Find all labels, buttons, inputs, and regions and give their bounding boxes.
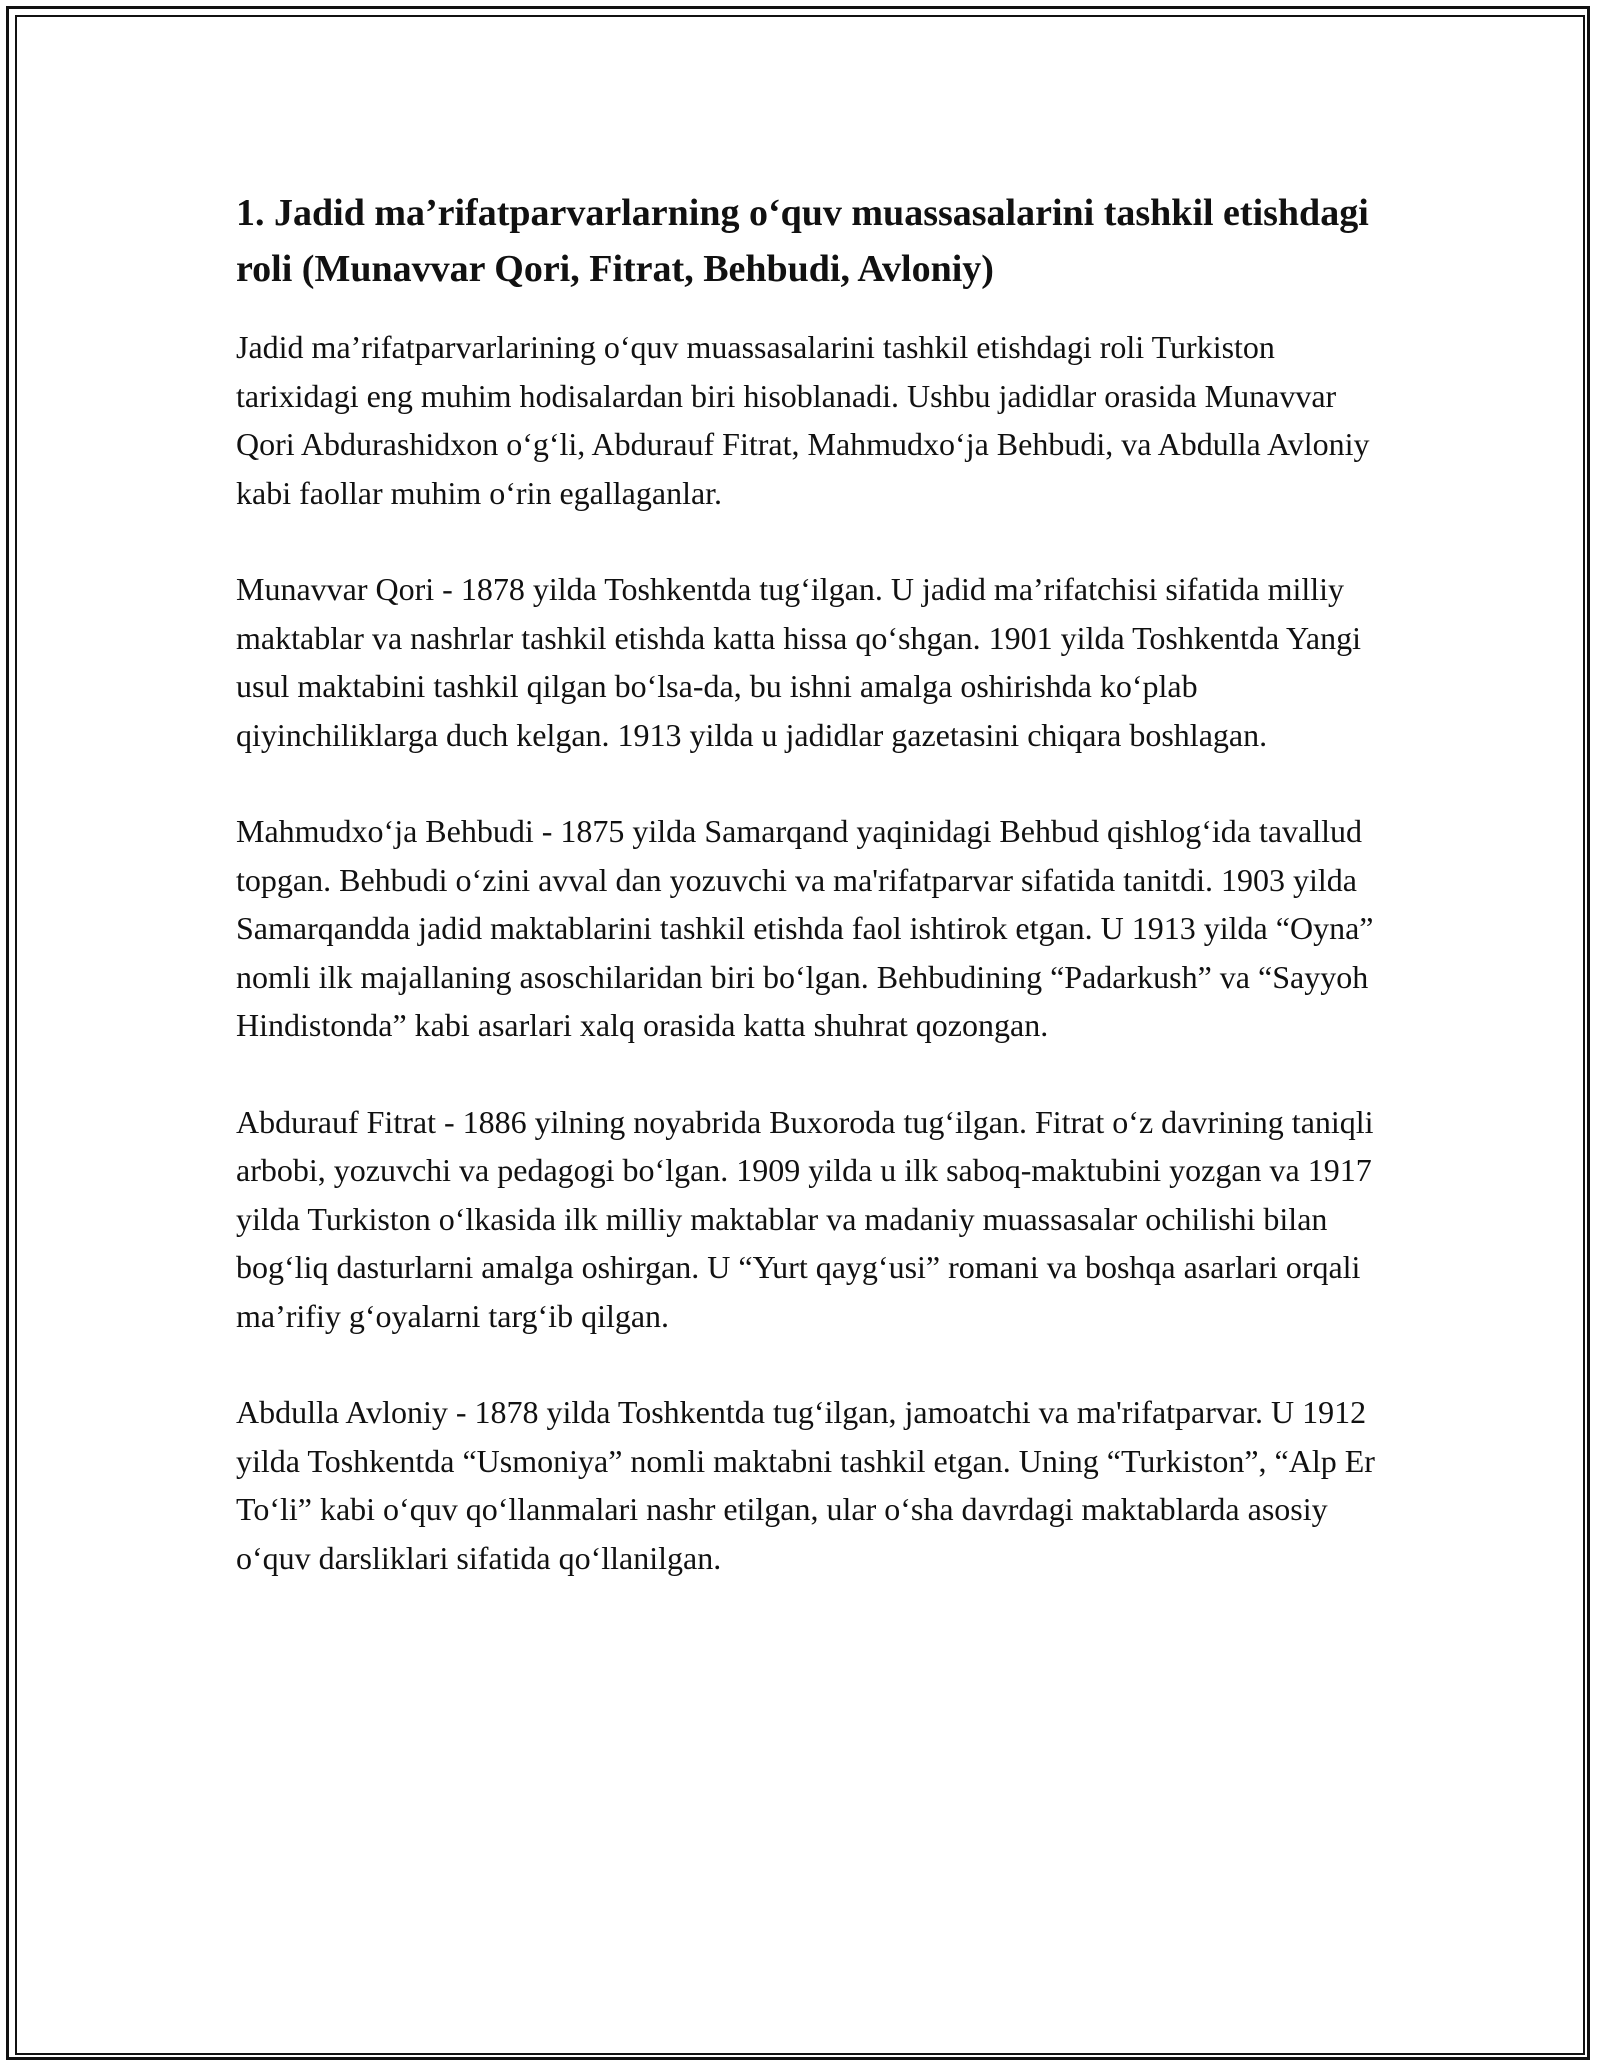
document-body [236,185,1376,1630]
paragraph-avloniy: Abdulla Avloniy - 1878 yilda Toshkentda tug‘ilgan, jamoatchi va ma'rifatparvar. U 1912 yilda Toshkentda “Usmoniya” nomli maktabni tashkil etgan. Uning “Turkiston”, “Alp Er To‘li” kabi o‘quv qo‘llanmalari nashr etilgan, ular o‘sha davrdagi maktablarda asosiy o‘quv darsliklari sifatida qo‘llanilgan. [236,1394,1375,1576]
paragraph-behbudi: Mahmudxo‘ja Behbudi - 1875 yilda Samarqand yaqinidagi Behbud qishlog‘ida tavallud topgan. Behbudi o‘zini avval dan yozuvchi va ma'rifatparvar sifatida tanitdi. 1903 yilda Samarqandda jadid maktablarini tashkil etishda faol ishtirok etgan. U 1913 yilda “Oyna” nomli ilk majallaning asoschilaridan biri bo‘lgan. Behbudining “Padarkush” va “Sayyoh Hindistonda” kabi asarlari xalq orasida katta shuhrat qozongan. [236,813,1374,1043]
section-heading: 1. Jadid ma’rifatparvarlarning o‘quv muassasalarini tashkil etishdagi roli (Munavvar Qori, Fitrat, Behbudi, Avloniy) [236,192,1369,290]
paragraph-intro: Jadid ma’rifatparvarlarining o‘quv muassasalarini tashkil etishdagi roli Turkiston tarixidagi eng muhim hodisalardan biri hisoblanadi. Ushbu jadidlar orasida Munavvar Qori Abdurashidxon o‘g‘li, Abdurauf Fitrat, Mahmudxo‘ja Behbudi, va Abdulla Avloniy kabi faollar muhim o‘rin egallaganlar. [236,329,1370,511]
paragraph-munavvar-qori: Munavvar Qori - 1878 yilda Toshkentda tug‘ilgan. U jadid ma’rifatchisi sifatida milliy maktablar va nashrlar tashkil etishda katta hissa qo‘shgan. 1901 yilda Toshkentda Yangi usul maktabini tashkil qilgan bo‘lsa-da, bu ishni amalga oshirishda ko‘plab qiyinchiliklarga duch kelgan. 1913 yilda u jadidlar gazetasini chiqara boshlagan. [236,571,1361,753]
paragraph-fitrat: Abdurauf Fitrat - 1886 yilning noyabrida Buxoroda tug‘ilgan. Fitrat o‘z davrining taniqli arbobi, yozuvchi va pedagogi bo‘lgan. 1909 yilda u ilk saboq-maktubini yozgan va 1917 yilda Turkiston o‘lkasida ilk milliy maktablar va madaniy muassasalar ochilishi bilan bog‘liq dasturlarni amalga oshirgan. U “Yurt qayg‘usi” romani va boshqa asarlari orqali ma’rifiy g‘oyalarni targ‘ib qilgan. [236,1103,1374,1334]
